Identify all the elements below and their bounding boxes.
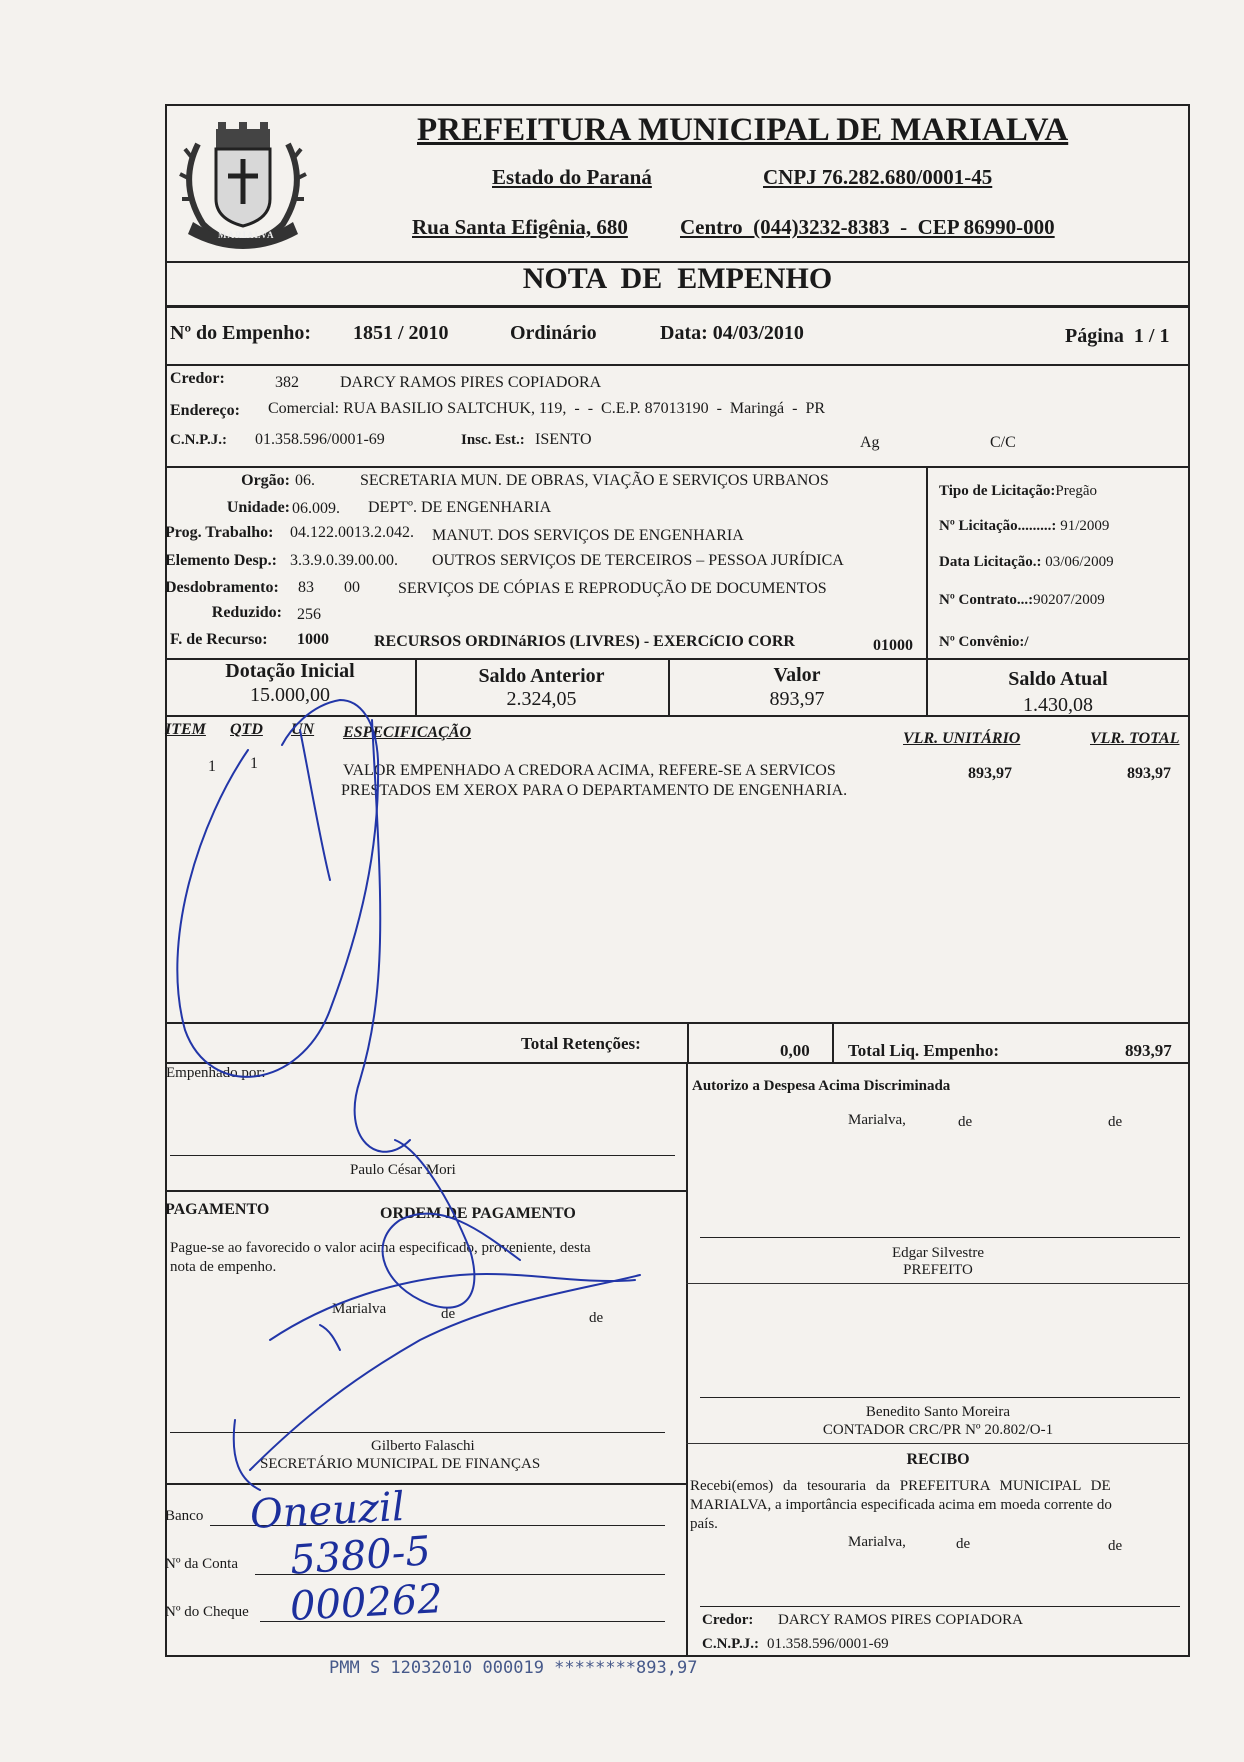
ordem-label: ORDEM DE PAGAMENTO <box>380 1205 576 1222</box>
insc-label: Insc. Est.: <box>461 432 525 448</box>
secretario-title: SECRETÁRIO MUNICIPAL DE FINANÇAS <box>260 1456 541 1472</box>
empenho-type: Ordinário <box>510 322 597 344</box>
liq-empenho-label: Total Liq. Empenho: <box>848 1041 999 1060</box>
street-address: Rua Santa Efigênia, 680 <box>412 215 628 239</box>
recibo-line-1: Recebi(emos) da tesouraria da PREFEITURA MUNICIPAL DE <box>690 1478 1111 1494</box>
col-total-value: VLR. TOTAL <box>1090 730 1180 747</box>
pagamento-label: PAGAMENTO <box>165 1201 270 1218</box>
contrato-number: 90207/2009 <box>1033 592 1105 608</box>
dotacao-label: Dotação Inicial <box>225 660 355 682</box>
unidade-code: 06.009. <box>292 500 340 517</box>
banco-label: Banco <box>165 1508 204 1524</box>
conta-handwritten: 5380-5 <box>288 1528 433 1584</box>
desd-name: SERVIÇOS DE CÓPIAS E REPRODUÇÃO DE DOCUMENTOS <box>398 580 827 597</box>
saldo-atual-label: Saldo Atual <box>1008 668 1108 690</box>
retencoes-value: 0,00 <box>780 1041 810 1060</box>
prefeito-title: PREFEITO <box>903 1262 973 1278</box>
conta-label: Nº da Conta <box>165 1556 238 1572</box>
reduzido-code: 256 <box>297 606 321 623</box>
col-un: UN <box>291 721 315 738</box>
empenho-date: Data: 04/03/2010 <box>660 322 804 344</box>
recibo-marialva: Marialva, <box>848 1534 906 1550</box>
cnpj-header: CNPJ 76.282.680/0001-45 <box>763 165 993 189</box>
ordem-marialva: Marialva <box>332 1301 387 1317</box>
municipality-title: PREFEITURA MUNICIPAL DE MARIALVA <box>417 112 1069 148</box>
seal-motto: MARIALVA <box>218 230 275 240</box>
cnpj-label: C.N.P.J.: <box>170 432 227 448</box>
recurso-code: 1000 <box>297 631 329 648</box>
document-title: NOTA DE EMPENHO <box>522 262 833 295</box>
credor-name: DARCY RAMOS PIRES COPIADORA <box>340 374 602 391</box>
unidade-label: Unidade: <box>226 499 290 516</box>
contador-name: Benedito Santo Moreira <box>865 1404 1011 1420</box>
num-licitacao: 91/2009 <box>1060 518 1110 534</box>
cc-label: C/C <box>990 434 1016 451</box>
contador-title: CONTADOR CRC/PR Nº 20.802/O-1 <box>822 1422 1054 1438</box>
page-number: Página 1 / 1 <box>1065 325 1170 347</box>
cheque-label: Nº do Cheque <box>165 1604 249 1620</box>
authentication-stamp: PMM S 12032010 000019 ********893,97 <box>329 1658 698 1678</box>
credor-cnpj: 01.358.596/0001-69 <box>255 431 385 448</box>
liq-empenho-value: 893,97 <box>1125 1041 1172 1060</box>
recurso-name: RECURSOS ORDINáRIOS (LIVRES) - EXERCíCIO CORR <box>374 633 795 650</box>
recibo-de-2: de <box>1108 1538 1123 1554</box>
recibo-title: RECIBO <box>906 1451 970 1468</box>
credor-code: 382 <box>275 374 299 391</box>
prog-label: Prog. Trabalho: <box>165 524 274 541</box>
empenhado-name: Paulo César Mori <box>350 1162 456 1178</box>
desd-code-1: 83 <box>298 579 314 596</box>
data-licitacao-label: Data Licitação.: 03/06/2009 <box>939 554 1114 570</box>
tipo-licitacao: Pregão <box>1055 483 1098 499</box>
ordem-de-1: de <box>441 1306 456 1322</box>
recurso-label: F. de Recurso: <box>170 631 268 648</box>
empenho-number: 1851 / 2010 <box>353 322 449 344</box>
cheque-handwritten: 000262 <box>288 1576 444 1630</box>
col-qtd: QTD <box>230 721 263 738</box>
state-name: Estado do Paraná <box>492 165 652 189</box>
desd-code-2: 00 <box>344 579 360 596</box>
elem-label: Elemento Desp.: <box>165 552 277 569</box>
tipo-licitacao-label: Tipo de Licitação:Pregão <box>939 483 1098 499</box>
item-qty: 1 <box>250 755 258 772</box>
recibo-de-1: de <box>956 1536 971 1552</box>
dotacao-value: 15.000,00 <box>250 684 330 706</box>
orgao-label: Orgão: <box>241 472 290 489</box>
prog-name: MANUT. DOS SERVIÇOS DE ENGENHARIA <box>432 527 744 544</box>
saldo-atual-value: 1.430,08 <box>1023 694 1093 716</box>
recibo-cnpj-label: C.N.P.J.: <box>702 1636 759 1652</box>
orgao-code: 06. <box>295 472 315 489</box>
recibo-credor-label: Credor: <box>702 1612 754 1628</box>
reduzido-label: Reduzido: <box>211 604 282 621</box>
credor-label: Credor: <box>170 370 225 387</box>
item-spec-line-1: VALOR EMPENHADO A CREDORA ACIMA, REFERE-SE A SERVICOS <box>343 762 836 779</box>
recibo-line-2: MARIALVA, a importância especificada acima em moeda corrente do <box>690 1497 1112 1513</box>
convenio-label: Nº Convênio:/ <box>939 634 1029 650</box>
autorizo-marialva: Marialva, <box>848 1112 906 1128</box>
valor-value: 893,97 <box>769 688 825 710</box>
secretario-name: Gilberto Falaschi <box>371 1438 475 1454</box>
empenhado-label: Empenhado por: <box>166 1065 266 1081</box>
autorizo-de-1: de <box>958 1114 973 1130</box>
elem-code: 3.3.9.0.39.00.00. <box>290 552 398 569</box>
address-label: Endereço: <box>170 402 240 419</box>
item-total-value: 893,97 <box>1127 765 1171 782</box>
unidade-name: DEPTº. DE ENGENHARIA <box>368 499 552 516</box>
contrato-label: Nº Contrato...:90207/2009 <box>939 592 1105 608</box>
num-licitacao-label: Nº Licitação.........: 91/2009 <box>939 518 1110 534</box>
col-item: ITEM <box>165 721 206 738</box>
col-spec: ESPECIFICAÇÃO <box>343 724 472 741</box>
elem-name: OUTROS SERVIÇOS DE TERCEIROS – PESSOA JURÍDICA <box>432 552 844 569</box>
pague-line-1: Pague-se ao favorecido o valor acima especificado, proveniente, desta <box>170 1240 591 1256</box>
prog-code: 04.122.0013.2.042. <box>290 524 414 541</box>
pague-line-2: nota de empenho. <box>170 1259 277 1275</box>
recibo-cnpj: 01.358.596/0001-69 <box>767 1636 889 1652</box>
data-licitacao: 03/06/2009 <box>1045 554 1114 570</box>
orgao-name: SECRETARIA MUN. DE OBRAS, VIAÇÃO E SERVIÇOS URBANOS <box>360 472 829 489</box>
insc-value: ISENTO <box>535 431 592 448</box>
recibo-line-3: país. <box>690 1516 718 1532</box>
autorizo-text: Autorizo a Despesa Acima Discriminada <box>692 1078 951 1094</box>
prefeito-name: Edgar Silvestre <box>891 1245 985 1261</box>
autorizo-de-2: de <box>1108 1114 1123 1130</box>
col-unit-value: VLR. UNITÁRIO <box>903 730 1021 747</box>
empenho-number-label: Nº do Empenho: <box>170 322 312 344</box>
saldo-anterior-label: Saldo Anterior <box>478 665 605 687</box>
item-spec-line-2: PRESTADOS EM XEROX PARA O DEPARTAMENTO DE ENGENHARIA. <box>341 782 848 799</box>
item-number: 1 <box>208 758 216 775</box>
ordem-de-2: de <box>589 1310 604 1326</box>
ag-label: Ag <box>860 434 880 451</box>
saldo-anterior-value: 2.324,05 <box>506 688 577 710</box>
contact-info: Centro (044)3232-8383 - CEP 86990-000 <box>680 215 1055 239</box>
recibo-credor-name: DARCY RAMOS PIRES COPIADORA <box>778 1612 1023 1628</box>
recurso-code-2: 01000 <box>873 637 913 654</box>
retencoes-label: Total Retenções: <box>521 1034 641 1053</box>
credor-address: Comercial: RUA BASILIO SALTCHUK, 119, - - C.E.P. 87013190 - Maringá - PR <box>268 400 826 417</box>
banco-handwritten: Oneuzil <box>248 1483 406 1539</box>
valor-label: Valor <box>773 664 821 686</box>
item-unit-value: 893,97 <box>968 765 1012 782</box>
desd-label: Desdobramento: <box>165 579 279 596</box>
